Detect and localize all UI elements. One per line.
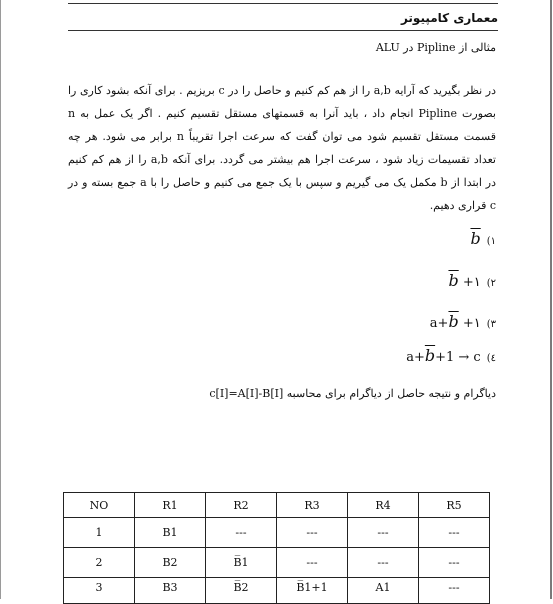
step-2 bbox=[448, 271, 496, 294]
table-cell: B1 bbox=[135, 518, 206, 548]
table-row bbox=[64, 548, 490, 578]
table-cell: --- bbox=[419, 578, 490, 604]
table-cell: --- bbox=[419, 518, 490, 548]
header-r5: R5 bbox=[419, 493, 490, 518]
table-cell: 2 bbox=[64, 548, 135, 578]
step-3-pre: a+ bbox=[429, 316, 449, 331]
step-3-number: (۳ bbox=[486, 319, 496, 330]
diagram-caption: دیاگرام و نتیجه حاصل از دیاگرام برای محاسبه c[I]=A[I]-B[I] bbox=[209, 387, 496, 400]
table-cell: B2 bbox=[135, 548, 206, 578]
table-cell: B̅1+1 bbox=[277, 578, 348, 604]
table-cell: B̅2 bbox=[206, 578, 277, 604]
step-4-pre: a+ bbox=[406, 350, 425, 365]
table-cell: --- bbox=[348, 518, 419, 548]
step-1-bar: $\overline{b}$ bbox=[470, 229, 481, 248]
step-4-bar: $\overline{b}$ bbox=[424, 346, 436, 365]
header-r3: R3 bbox=[277, 493, 348, 518]
step-1 bbox=[470, 229, 496, 252]
table-cell: 1 bbox=[64, 518, 135, 548]
header-r1: R1 bbox=[135, 493, 206, 518]
table-cell: --- bbox=[206, 518, 277, 548]
table-cell: A1 bbox=[348, 578, 419, 604]
step-3 bbox=[430, 312, 496, 335]
table-cell: --- bbox=[348, 548, 419, 578]
step-3-bar: $\overline{b}$ bbox=[448, 312, 459, 331]
table-row bbox=[64, 578, 490, 604]
table-cell: --- bbox=[277, 548, 348, 578]
step-4-number: (٤ bbox=[486, 353, 496, 364]
step-2-bar: $\overline{b}$ bbox=[448, 271, 459, 290]
header-no: NO bbox=[64, 493, 135, 518]
page-border-left bbox=[0, 0, 1, 599]
page-header: معماری کامپیوتر bbox=[68, 6, 498, 31]
header-r2: R2 bbox=[206, 493, 277, 518]
table-cell: --- bbox=[277, 518, 348, 548]
header-top-rule bbox=[68, 3, 498, 4]
page-border-right bbox=[550, 0, 552, 599]
step-4-post: +1 → c bbox=[435, 350, 481, 365]
table-cell: B3 bbox=[135, 578, 206, 604]
section-title: مثالی از Pipline در ALU bbox=[375, 41, 496, 54]
step-2-number: (۲ bbox=[486, 278, 496, 289]
step-1-number: (۱ bbox=[486, 236, 496, 247]
header-r4: R4 bbox=[348, 493, 419, 518]
step-2-post: +۱ bbox=[458, 275, 481, 290]
table-cell: 3 bbox=[64, 578, 135, 604]
body-paragraph: در نظر بگیرید که آرایه a,b را از هم کم کنیم و حاصل را در c بریزیم . برای آنکه بشود کاری را بصورت Pipline انجام داد ، باید آنرا به قسمتهای مستقل تقسیم کنیم . اگر یک عمل به n قسمت مستقل تقسیم شود می توان گفت که سرعت اجرا تقریباً n برابر می شود. هر چه تعداد تقسیمات زیاد شود ، سرعت اجرا هم بیشتر می گردد. برای آنکه a,b را از هم کم کنیم در ابتدا از b مکمل یک می گیریم و سپس با یک جمع می کنیم و حاصل را با a جمع بسته و در c قراری دهیم. bbox=[68, 84, 497, 212]
step-3-post: +۱ bbox=[458, 316, 481, 331]
step-4 bbox=[406, 346, 496, 369]
table-header-row bbox=[64, 493, 490, 518]
table-cell: --- bbox=[419, 548, 490, 578]
table-row bbox=[64, 518, 490, 548]
table-cell: B̅1 bbox=[206, 548, 277, 578]
pipeline-table bbox=[63, 492, 490, 604]
